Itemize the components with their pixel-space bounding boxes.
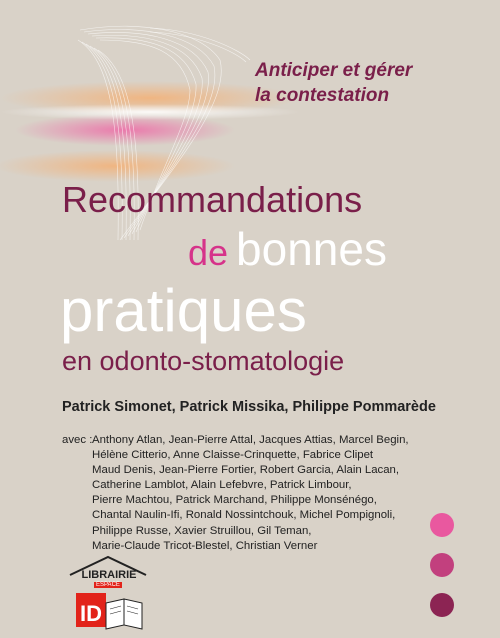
title-bonnes: bonnes xyxy=(236,223,387,275)
contributors-line: Pierre Machtou, Patrick Marchand, Philippe Monsénégo, xyxy=(92,494,377,507)
decorative-dot-burgundy xyxy=(430,593,454,617)
title-recommandations: Recommandations xyxy=(62,179,363,220)
subtitle-line-2: la contestation xyxy=(255,85,390,106)
contributors-line: Hélène Citterio, Anne Claisse-Crinquette, Fabrice Clipet xyxy=(92,449,374,462)
contributors-line: Catherine Lamblot, Alain Lefebvre, Patrick Limbour, xyxy=(92,479,352,492)
contributors xyxy=(62,433,462,554)
logo-name: LIBRAIRIE xyxy=(81,569,137,581)
contributors-line: Maud Denis, Jean-Pierre Fortier, Robert Garcia, Alain Lacan, xyxy=(92,464,400,477)
decorative-dot-pink xyxy=(430,513,454,537)
title-odonto-stomatologie: en odonto-stomatologie xyxy=(62,346,345,376)
title-de: de xyxy=(188,232,229,273)
main-authors: Patrick Simonet, Patrick Missika, Philippe Pommarède xyxy=(62,399,436,415)
contributors-line: Marie-Claude Tricot-Blestel, Christian Verner xyxy=(92,539,318,552)
contributors-prefix: avec : xyxy=(62,434,93,446)
contributors-line: Philippe Russe, Xavier Struillou, Gil Teman, xyxy=(92,524,312,537)
decorative-dot-magenta xyxy=(430,553,454,577)
title-pratiques: pratiques xyxy=(60,277,307,344)
logo-mark-text: ID xyxy=(80,601,102,626)
logo-sub: ESPACE xyxy=(96,582,120,588)
title-de-bonnes xyxy=(188,222,387,276)
contributors-line: Chantal Naulin-Ifi, Ronald Nossintchouk, Michel Pompignoli, xyxy=(92,509,396,522)
librairie-logo xyxy=(66,553,150,633)
publisher-mark-icon xyxy=(66,553,150,633)
contributors-line: Anthony Atlan, Jean-Pierre Attal, Jacques Attias, Marcel Begin, xyxy=(92,434,409,446)
subtitle-line-1: Anticiper et gérer xyxy=(255,60,413,81)
contributors-list xyxy=(92,433,462,554)
subtitle xyxy=(255,58,485,108)
